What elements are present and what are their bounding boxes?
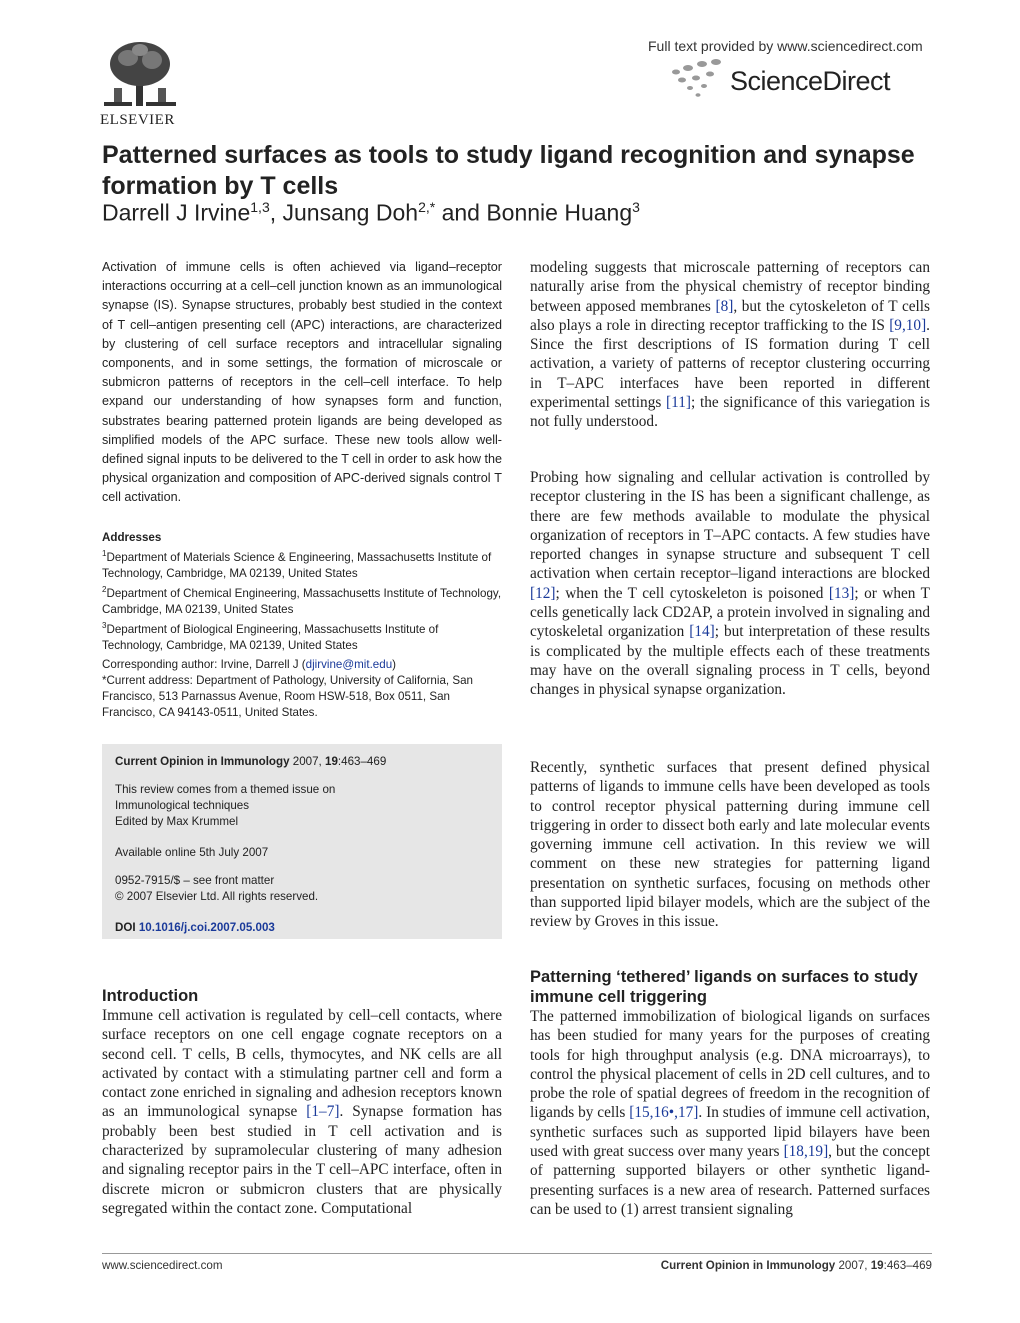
body-paragraph (530, 468, 930, 700)
citation-link[interactable]: [1–7] (306, 1103, 340, 1121)
footer-volume: 19 (870, 1259, 884, 1272)
citation-link[interactable]: [9,10] (889, 316, 927, 334)
address-text: Department of Biological Engineering, Massachusetts Institute of Technology, Cambridge, MA 02139, United States (102, 622, 439, 652)
journal-name: Current Opinion in Immunology (115, 755, 290, 768)
citation-link[interactable]: [13] (828, 584, 855, 602)
themed-issue-topic: Immunological techniques (115, 799, 250, 812)
paragraph-text: modeling suggests that microscale patterning of receptors can naturally arise from the physical chemistry of receptor binding between apposed membranes (530, 259, 930, 315)
footer-year: 2007, (835, 1259, 871, 1272)
sciencedirect-dots-icon (668, 58, 728, 98)
footer-journal: Current Opinion in Immunology (660, 1259, 836, 1272)
citation-link[interactable]: [11] (666, 394, 691, 412)
address-item (102, 546, 502, 582)
journal-volume: 19 (325, 755, 338, 768)
paragraph-text: Probing how signaling and cellular activation is controlled by receptor clustering in the IS has been a significant challenge, as there are few methods available to modulate the physical organization of receptors in T–APC contacts. A few studies have reported changes in synapse structure and subsequent T cell activation when certain receptor–ligand interactions are blocked (530, 469, 930, 583)
correspondence (102, 657, 502, 721)
current-address: *Current address: Department of Pathology, University of California, San Francisco, 513 Parnassus Avenue, Room HSW-518, Box 0511, San Francisco, CA 94143-0511, United States. (102, 674, 473, 719)
author-list (102, 199, 640, 227)
journal-citation (115, 754, 495, 770)
citation-link[interactable]: [8] (715, 297, 734, 315)
author-name: Darrell J Irvine (102, 199, 251, 226)
paragraph-text: ; when the T cell cytoskeleton is poisoned (555, 584, 829, 602)
address-list (102, 546, 502, 654)
paragraph-text: The patterned immobilization of biological ligands on surfaces has been studied for many years for the purposes of creating tools for high throughput analysis (e.g. DNA microarrays), to control the physical placement of cells in 2D cell cultures, and to probe the role of spatial degrees of freedom in the recognition of ligands by cells (530, 1008, 930, 1122)
sciencedirect-wordmark: ScienceDirect (730, 66, 891, 96)
journal-pages: :463–469 (337, 755, 387, 768)
available-online-date: Available online 5th July 2007 (115, 846, 269, 859)
author-separator: and (435, 199, 487, 226)
paragraph-text: . Synapse formation has probably been best studied in T cell activation and is characterized by supramolecular clustering of many adhesion and signaling receptor pairs in the T cell–APC interface, often in discrete micron or submicron clusters that are physically segregated within the contact zone. Computational (102, 1103, 503, 1217)
section-heading-patterning: Patterning ‘tethered’ ligands on surfaces to study immune cell triggering (530, 968, 918, 1006)
corresponding-author-label: Corresponding author: Irvine, Darrell J ( (102, 658, 306, 671)
author-name: Junsang Doh (282, 199, 419, 226)
elsevier-wordmark: ELSEVIER (100, 112, 175, 128)
address-number: 2 (102, 584, 107, 594)
corresponding-author (102, 657, 502, 673)
doi-label: DOI (115, 921, 139, 934)
footer-pages: :463–469 (883, 1259, 932, 1272)
themed-issue-line: This review comes from a themed issue on (115, 783, 336, 796)
issn-line: 0952-7915/$ – see front matter (115, 874, 275, 887)
footer-site-link[interactable]: www.sciencedirect.com (102, 1259, 223, 1272)
author-email-link[interactable]: djirvine@mit.edu (305, 658, 393, 671)
author-affiliation-sup: 3 (632, 199, 640, 215)
citation-link[interactable]: [12] (530, 584, 556, 602)
paragraph-text: , but the concept of patterning supported bilayers or other synthetic ligand-presenting surfaces is a new area of research. Patterned surfaces can be used to (1) arrest transient signaling (530, 1143, 930, 1218)
doi-link[interactable]: 10.1016/j.coi.2007.05.003 (138, 921, 275, 934)
journal-year: 2007, (289, 755, 326, 768)
address-number: 1 (102, 549, 107, 558)
body-paragraph (530, 1007, 930, 1219)
author-name: Bonnie Huang (486, 199, 633, 226)
author-affiliation-sup: 1,3 (250, 199, 270, 215)
paragraph-text: , but the cytoskeleton of T cells also plays a role in directing receptor trafficking to the IS (530, 297, 930, 334)
copyright-line: © 2007 Elsevier Ltd. All rights reserved. (115, 890, 319, 903)
issue-editor: Edited by Max Krummel (115, 815, 239, 828)
address-item (102, 618, 502, 654)
paragraph-text: ; or when T cells genetically lack CD2AP, a protein involved in signaling and cytoskeletal organization (530, 584, 930, 641)
paragraph-text: . In studies of immune cell activation, synthetic surfaces such as supported lipid bilayers have been used with great success over many years (530, 1104, 930, 1161)
footer-divider (102, 1253, 932, 1254)
body-paragraph (530, 758, 930, 932)
introduction-paragraph (102, 1006, 502, 1218)
address-item (102, 582, 502, 618)
citation-link[interactable]: [15,16•,17] (629, 1104, 699, 1122)
author-affiliation-sup: 2,* (418, 199, 436, 215)
address-text: Department of Chemical Engineering, Massachusetts Institute of Technology, Cambridge, MA 02139, United States (102, 586, 502, 616)
paragraph-text: . Since the first descriptions of IS formation during T cell activation, a variety of patterns of receptor clustering occurring in T–APC interfaces have been reported in different experimental settings (530, 316, 930, 412)
address-text: Department of Materials Science & Engineering, Massachusetts Institute of Technology, Cambridge, MA 02139, United States (102, 550, 492, 580)
citation-link[interactable]: [14] (689, 623, 715, 641)
fulltext-notice[interactable]: Full text provided by www.sciencedirect.com (648, 38, 923, 54)
introduction-heading: Introduction (102, 987, 199, 1005)
paragraph-text: Immune cell activation is regulated by cell–cell contacts, where surface receptors on one cell engage cognate receptors on a second cell. T cells, B cells, thymocytes, and NK cells are all activated by contact with a stimulating partner cell and form a contact zone enriched in signaling and adhesion receptors known as an immunological synapse (102, 1007, 502, 1121)
body-paragraph (530, 258, 930, 432)
citation-link[interactable]: [18,19] (783, 1143, 829, 1161)
footer-citation (632, 1259, 932, 1272)
author-separator: , (269, 199, 283, 226)
abstract: Activation of immune cells is often achieved via ligand–receptor interactions occurring at a cell–cell junction known as an immunological synapse (IS). Synapse structures, probably best studied in the context of T cell–antigen presenting cell (APC) interactions, are characterized by clustering of cell surface receptors and intracellular signaling components, and in some settings, the formation of microscale or submicron patterns of receptors in the cell–cell interface. To help expand our understanding of how synapses form and function, substrates bearing patterned protein ligands are being developed as simplified models of the APC surface. These new tools allow well-defined signal inputs to be delivered to the T cell in order to ask how the physical organization and composition of APC-derived signals control T cell activation. (102, 260, 502, 505)
doi-line (115, 920, 495, 936)
paragraph-text: ; the significance of this variegation is not fully understood. (530, 394, 930, 431)
paragraph-text: Recently, synthetic surfaces that present defined physical patterns of ligands to immune cells have been developed as tools to control receptor physical patterning during immune cell triggering in order to dissect both early and late molecular events governing immune cell activation. In this review we will comment on these new strategies for patterning ligand presentation on synthetic surfaces, focusing on methods other than supported lipid bilayer models, which are the subject of the review by Groves in this issue. (530, 759, 930, 931)
addresses-heading: Addresses (102, 531, 162, 544)
corresponding-author-close: ) (392, 658, 397, 671)
address-number: 3 (102, 620, 107, 630)
article-info-box (102, 744, 502, 939)
paragraph-text: ; but interpretation of these results is complicated by the multiple effects each of these treatments may have on the overall signaling process in T cells, beyond changes in physical synapse organization. (530, 623, 930, 699)
article-title: Patterned surfaces as tools to study ligand recognition and synapse formation by T cells (102, 141, 915, 200)
